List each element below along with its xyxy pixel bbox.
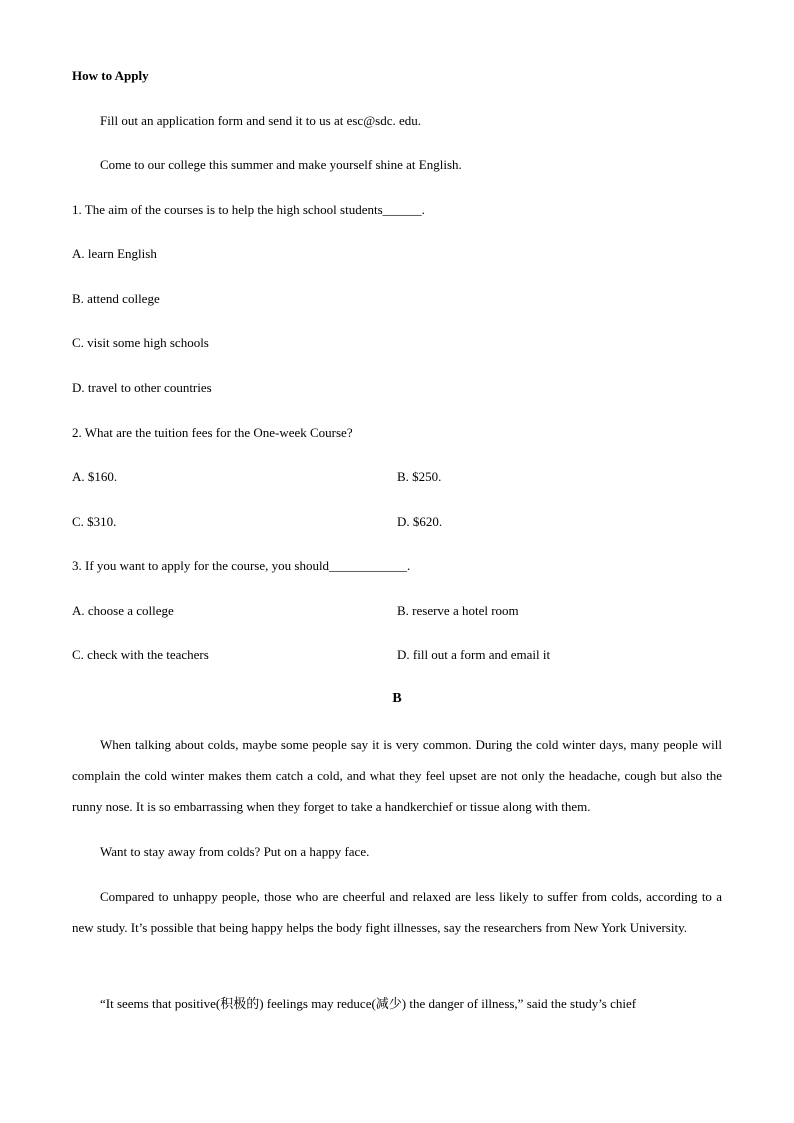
question-1-option-c: C. visit some high schools	[72, 335, 209, 350]
section-b-paragraph-3: Compared to unhappy people, those who are cheerful and relaxed are less likely to suffer from colds, according to a new study. It’s possible that being happy helps the body fight illnesses, say the researchers from New York University.	[72, 889, 722, 935]
question-2-option-b: B. $250.	[397, 469, 442, 484]
apply-invitation-line: Come to our college this summer and make yourself shine at English.	[100, 157, 462, 172]
question-3-option-d: D. fill out a form and email it	[397, 647, 551, 662]
question-2-option-d: D. $620.	[397, 514, 443, 529]
question-3-option-b: B. reserve a hotel room	[397, 603, 519, 618]
question-2-stem: 2. What are the tuition fees for the One-week Course?	[72, 425, 353, 440]
section-b-label: B	[392, 691, 402, 706]
section-b-paragraph-2: Want to stay away from colds? Put on a happy face.	[100, 844, 370, 859]
question-1-option-a: A. learn English	[72, 246, 157, 261]
question-1-option-d: D. travel to other countries	[72, 380, 212, 395]
section-b-paragraph-4: “It seems that positive(积极的) feelings may reduce(减少) the danger of illness,” said the study’s chief	[100, 996, 637, 1011]
question-2-option-a: A. $160.	[72, 469, 118, 484]
how-to-apply-heading: How to Apply	[72, 68, 149, 83]
question-3-option-a: A. choose a college	[72, 603, 174, 618]
question-3-option-c: C. check with the teachers	[72, 647, 209, 662]
question-1-option-b: B. attend college	[72, 291, 160, 306]
apply-instruction-line: Fill out an application form and send it to us at esc@sdc. edu.	[100, 113, 422, 128]
question-3-stem: 3. If you want to apply for the course, you should____________.	[72, 558, 411, 573]
question-2-option-c: C. $310.	[72, 514, 117, 529]
section-b-paragraph-1: When talking about colds, maybe some people say it is very common. During the cold winter days, many people will complain the cold winter makes them catch a cold, and what they feel upset are not only the headache, cough but also the runny nose. It is so embarrassing when they forget to take a handkerchief or tissue along with them.	[72, 737, 722, 814]
question-1-stem: 1. The aim of the courses is to help the high school students______.	[72, 202, 425, 217]
